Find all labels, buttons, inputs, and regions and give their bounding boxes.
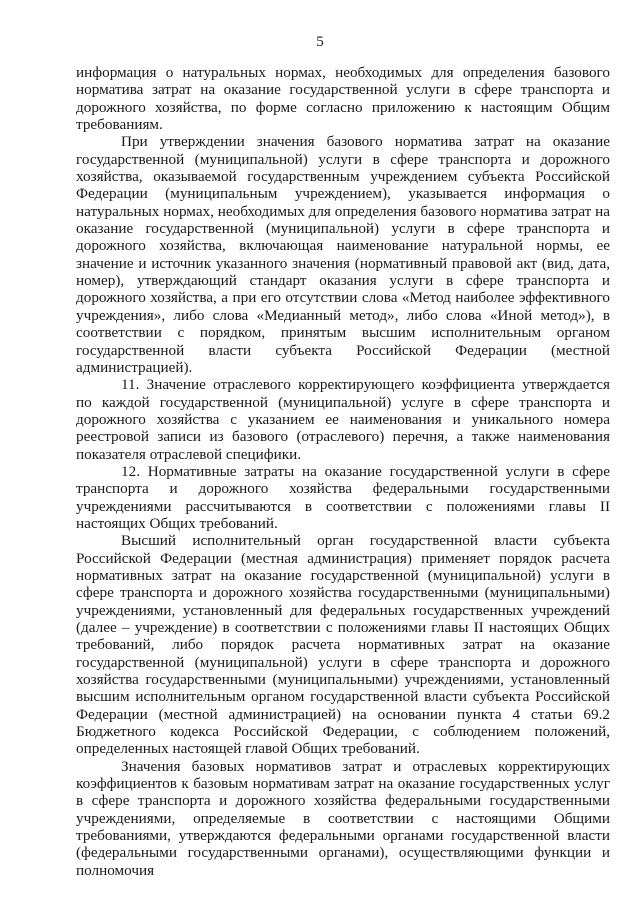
paragraph-2: При утверждении значения базового норматива затрат на оказание государственной (муниципальной) услуги в сфере транспорта и дорожного хозяйства, оказываемой государственным учреждением субъекта Российской Федерации (муниципальным учреждением), указывается информация о натуральных нормах, необходимых для определения базового норматива затрат на оказание государственной (муниципальной) услуги в сфере транспорта и дорожного хозяйства, включающая наименование натуральной нормы, ее значение и источник указанного значения (нормативный правовой акт (вид, дата, номер), утверждающий стандарт оказания услуги в сфере транспорта и дорожного хозяйства, а при его отсутствии слова «Метод наиболее эффективного учреждения», либо слова «Медианный метод», либо слова «Иной метод»), в соответствии с порядком, принятым высшим исполнительным органом государственной власти субъекта Российской Федерации (местной администрацией). xyxy=(76,133,610,376)
paragraph-4: 12. Нормативные затраты на оказание государственной услуги в сфере транспорта и дорожного хозяйства федеральными государственными учреждениями рассчитываются в соответствии с положениями главы II настоящих Общих требований. xyxy=(76,462,610,532)
paragraph-6: Значения базовых нормативов затрат и отраслевых корректирующих коэффициентов к базовым нормативам затрат на оказание государственных услуг в сфере транспорта и дорожного хозяйства федеральными государственными учреждениями, определяемые в соответствии с настоящими Общими требованиями, утверждаются федеральными органами государственной власти (федеральными государственными органами), осуществляющими функции и полномочия xyxy=(76,757,610,879)
paragraph-5: Высший исполнительный орган государственной власти субъекта Российской Федерации (местная администрация) применяет порядок расчета нормативных затрат на оказание государственной (муниципальной) услуги в сфере транспорта и дорожного хозяйства государственными (муниципальными) учреждениями, установленный для федеральных государственных учреждений (далее – учреждение) в соответствии с положениями главы II настоящих Общих требований, либо порядок расчета нормативных затрат на оказание государственной (муниципальной) услуги в сфере транспорта и дорожного хозяйства государственными (муниципальными) учреждениями, установленный высшим исполнительным органом государственной власти субъекта Российской Федерации (местной администрацией) на основании пункта 4 статьи 69.2 Бюджетного кодекса Российской Федерации, с соблюдением положений, определенных настоящей главой Общих требований. xyxy=(76,532,610,758)
paragraph-1: информация о натуральных нормах, необходимых для определения базового норматива затрат на оказание государственной услуги в сфере транспорта и дорожного хозяйства, по форме согласно приложению к настоящим Общим требованиям. xyxy=(76,64,610,134)
document-body xyxy=(76,64,610,879)
paragraph-3: 11. Значение отраслевого корректирующего коэффициента утверждается по каждой государственной (муниципальной) услуге в сфере транспорта и дорожного хозяйства с указанием ее наименования и уникального номера реестровой записи из базового (отраслевого) перечня, а также наименования показателя отраслевой специфики. xyxy=(76,376,610,463)
page-number: 5 xyxy=(316,34,324,50)
